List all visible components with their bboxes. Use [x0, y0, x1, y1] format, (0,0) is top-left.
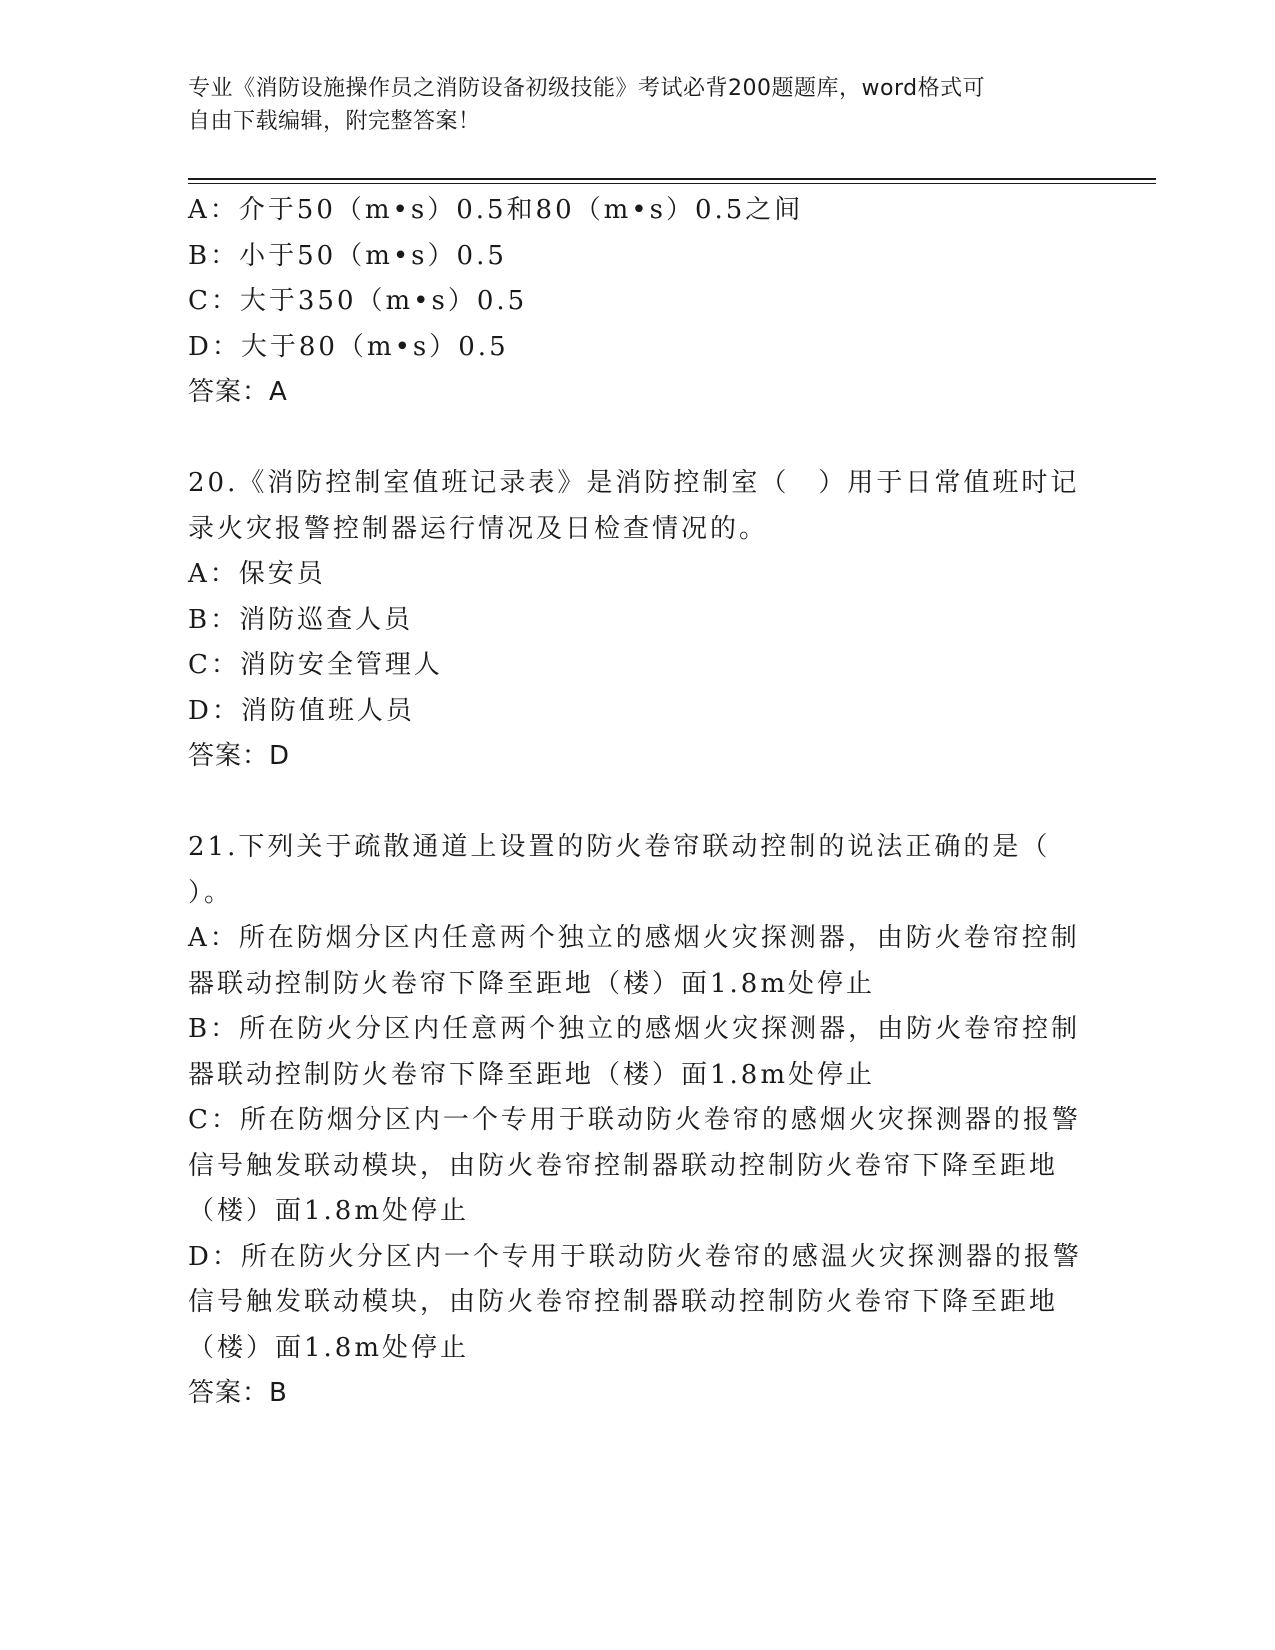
q21-option-d-line-2: 信号触发联动模块，由防火卷帘控制器联动控制防火卷帘下降至距地	[188, 1287, 1059, 1317]
q19-option-d: D：大于80（m•s）0.5	[188, 331, 509, 362]
page-header	[188, 72, 1068, 138]
question-19	[188, 188, 1088, 416]
question-21	[188, 825, 1088, 1417]
q19-answer: 答案：A	[188, 377, 288, 407]
header-divider-thick	[188, 178, 1156, 180]
q21-option-c-line-2: 信号触发联动模块，由防火卷帘控制器联动控制防火卷帘下降至距地	[188, 1150, 1059, 1181]
q21-answer: 答案：B	[188, 1378, 288, 1408]
q21-option-d-line-3: （楼）面1.8m处停止	[188, 1332, 470, 1363]
q20-option-c: C：消防安全管理人	[188, 650, 443, 680]
q21-option-a-line-2: 器联动控制防火卷帘下降至距地（楼）面1.8m处停止	[188, 968, 876, 999]
header-line-1: 专业《消防设施操作员之消防设备初级技能》考试必背200题题库，word格式可	[188, 76, 986, 101]
question-list	[188, 188, 1088, 1417]
q20-option-a: A：保安员	[188, 559, 326, 589]
header-line-2: 自由下载编辑，附完整答案！	[188, 109, 481, 134]
q19-option-c: C：大于350（m•s）0.5	[188, 286, 528, 316]
q20-stem-line-1: 20.《消防控制室值班记录表》是消防控制室（ ）用于日常值班时记	[188, 468, 1080, 498]
q21-option-b-line-1: B：所在防火分区内任意两个独立的感烟火灾探测器，由防火卷帘控制	[188, 1014, 1081, 1044]
spacer	[188, 780, 1088, 826]
header-divider-thin	[188, 183, 1156, 184]
spacer	[188, 416, 1088, 462]
q21-stem-line-2: ）。	[188, 877, 234, 908]
q20-answer: 答案：D	[188, 741, 291, 771]
q20-stem-line-2: 录火灾报警控制器运行情况及日检查情况的。	[188, 513, 769, 544]
q20-option-b: B：消防巡查人员	[188, 604, 414, 635]
q21-option-b-line-2: 器联动控制防火卷帘下降至距地（楼）面1.8m处停止	[188, 1059, 876, 1090]
q19-option-a: A：介于50（m•s）0.5和80（m•s）0.5之间	[188, 195, 804, 225]
q21-option-a-line-1: A：所在防烟分区内任意两个独立的感烟火灾探测器，由防火卷帘控制	[188, 923, 1080, 953]
q20-option-d: D：消防值班人员	[188, 695, 415, 726]
q21-option-c-line-1: C：所在防烟分区内一个专用于联动防火卷帘的感烟火灾探测器的报警	[188, 1105, 1081, 1135]
q19-option-b: B：小于50（m•s）0.5	[188, 240, 507, 271]
q21-stem-line-1: 21.下列关于疏散通道上设置的防火卷帘联动控制的说法正确的是（	[188, 832, 1051, 862]
question-20	[188, 461, 1088, 780]
q21-option-d-line-1: D：所在防火分区内一个专用于联动防火卷帘的感温火灾探测器的报警	[188, 1241, 1082, 1272]
q21-option-c-line-3: （楼）面1.8m处停止	[188, 1196, 470, 1226]
